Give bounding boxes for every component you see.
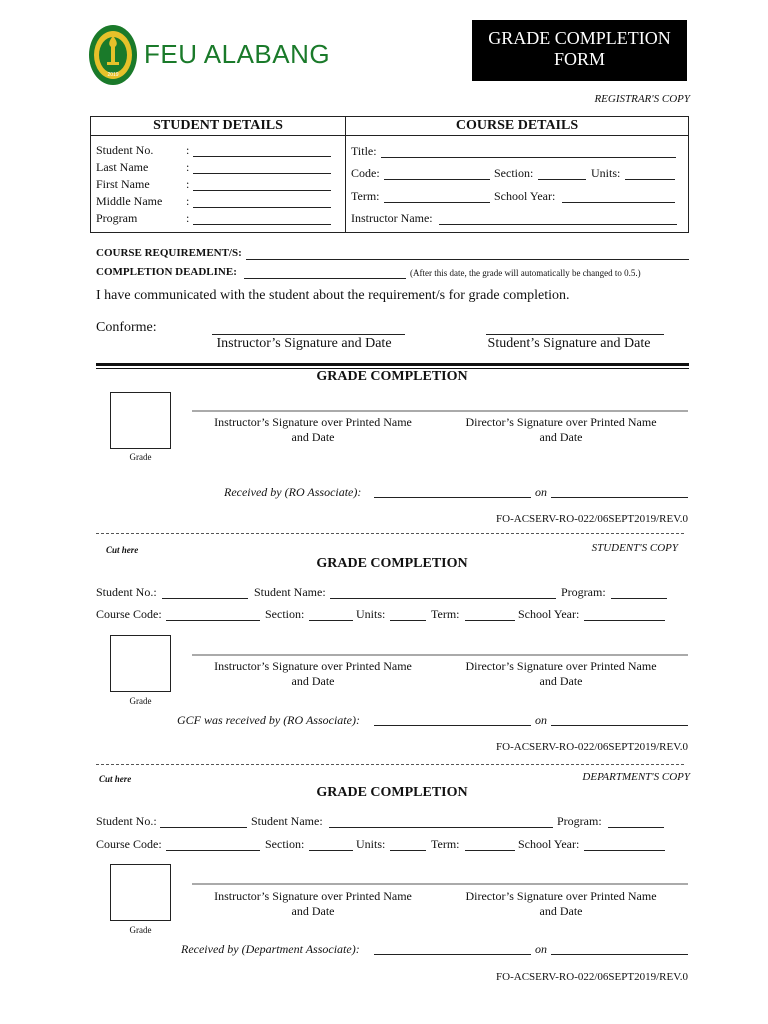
instructor-sig-caption <box>200 415 426 445</box>
term-input-line[interactable] <box>465 850 515 851</box>
units-input-line[interactable] <box>390 850 426 851</box>
grade-completion-title-3: GRADE COMPLETION <box>316 785 468 800</box>
student-name-input-line[interactable] <box>330 598 556 599</box>
caption-line-2: and Date <box>291 674 335 688</box>
field-row <box>96 194 336 211</box>
course-code-label: Course Code: <box>96 607 162 621</box>
program-input-line[interactable] <box>611 598 667 599</box>
field-colon: : <box>186 211 190 225</box>
received-by-input-line[interactable] <box>374 497 531 498</box>
units-input-line[interactable] <box>390 620 426 621</box>
field-colon: : <box>186 177 190 191</box>
received-by-input-line[interactable] <box>374 725 531 726</box>
completion-deadline-label: COMPLETION DEADLINE: <box>96 266 237 278</box>
school-year-label: School Year: <box>494 189 556 203</box>
school-year-input-line[interactable] <box>584 620 665 621</box>
field-label: First Name <box>96 177 150 191</box>
caption-line-1: Director’s Signature over Printed Name <box>465 889 657 903</box>
form-title-line2: FORM <box>553 49 606 69</box>
student-info-row <box>96 814 696 834</box>
student-copy-label: STUDENT'S COPY <box>591 542 678 554</box>
section-input-line[interactable] <box>309 620 353 621</box>
instructor-signature-caption: Instructor’s Signature and Date <box>216 336 392 351</box>
received-by-label: GCF was received by (RO Associate): <box>177 713 360 727</box>
director-sig-caption <box>450 889 672 919</box>
term-label: Term: <box>431 837 460 851</box>
caption-line-1: Director’s Signature over Printed Name <box>465 415 657 429</box>
field-colon: : <box>186 194 190 208</box>
course-details-heading: COURSE DETAILS <box>346 117 689 136</box>
term-input-line[interactable] <box>384 202 490 203</box>
director-sig-caption <box>450 415 672 445</box>
course-fields <box>351 144 681 229</box>
field-input-line[interactable] <box>193 207 331 208</box>
completion-deadline-input-line[interactable] <box>244 278 406 279</box>
student-fields <box>96 143 336 228</box>
field-input-line[interactable] <box>193 173 331 174</box>
field-label: Last Name <box>96 160 149 174</box>
received-by-input-line[interactable] <box>374 954 531 955</box>
school-year-label: School Year: <box>518 607 580 621</box>
caption-line-2: and Date <box>291 430 335 444</box>
form-title-line1: GRADE COMPLETION <box>488 28 671 48</box>
grade-completion-title-1: GRADE COMPLETION <box>316 369 468 384</box>
course-requirement-label: COURSE REQUIREMENT/S: <box>96 247 242 259</box>
grade-completion-title-2: GRADE COMPLETION <box>316 556 468 571</box>
instructor-name-label: Instructor Name: <box>351 211 433 225</box>
field-input-line[interactable] <box>193 224 331 225</box>
field-input-line[interactable] <box>193 156 331 157</box>
brand-name: FEU ALABANG <box>144 39 331 69</box>
conforme-label: Conforme: <box>96 320 157 335</box>
registrar-copy-label: REGISTRAR'S COPY <box>594 93 690 105</box>
form-code: FO-ACSERV-RO-022/06SEPT2019/REV.0 <box>496 741 688 753</box>
received-date-input-line[interactable] <box>551 725 688 726</box>
student-info-row <box>96 585 696 605</box>
caption-line-2: and Date <box>539 674 583 688</box>
field-row <box>96 160 336 177</box>
student-signature-caption: Student’s Signature and Date <box>487 336 651 351</box>
program-label: Program: <box>561 585 606 599</box>
director-sig-caption <box>450 659 672 689</box>
units-label: Units: <box>356 607 386 621</box>
seal-year: 2019 <box>107 72 119 78</box>
section-label: Section: <box>265 837 305 851</box>
code-label: Code: <box>351 166 380 180</box>
signature-rule <box>192 883 688 885</box>
units-input-line[interactable] <box>625 179 675 180</box>
instructor-signature-line[interactable] <box>212 334 405 335</box>
units-label: Units: <box>591 166 621 180</box>
on-label: on <box>535 942 547 956</box>
term-input-line[interactable] <box>465 620 515 621</box>
section-label: Section: <box>265 607 305 621</box>
received-date-input-line[interactable] <box>551 954 688 955</box>
on-label: on <box>535 713 547 727</box>
program-input-line[interactable] <box>608 827 664 828</box>
communicated-statement: I have communicated with the student about the requirement/s for grade completion. <box>96 288 570 303</box>
field-colon: : <box>186 143 190 157</box>
grade-box[interactable] <box>110 392 171 449</box>
form-title-box <box>472 20 687 81</box>
school-year-input-line[interactable] <box>584 850 665 851</box>
caption-line-1: Director’s Signature over Printed Name <box>465 659 657 673</box>
student-signature-line[interactable] <box>486 334 664 335</box>
field-input-line[interactable] <box>193 190 331 191</box>
grade-box[interactable] <box>110 864 171 921</box>
program-label: Program: <box>557 814 602 828</box>
course-code-input-line[interactable] <box>166 620 260 621</box>
field-label: Student No. <box>96 143 154 157</box>
student-no-label: Student No.: <box>96 585 157 599</box>
field-row <box>96 211 336 228</box>
grade-box[interactable] <box>110 635 171 692</box>
student-name-label: Student Name: <box>251 814 323 828</box>
field-colon: : <box>186 160 190 174</box>
student-no-input-line[interactable] <box>162 598 248 599</box>
student-no-label: Student No.: <box>96 814 157 828</box>
school-year-label: School Year: <box>518 837 580 851</box>
form-code: FO-ACSERV-RO-022/06SEPT2019/REV.0 <box>496 513 688 525</box>
student-name-label: Student Name: <box>254 585 326 599</box>
received-date-input-line[interactable] <box>551 497 688 498</box>
department-copy-label: DEPARTMENT'S COPY <box>582 771 690 783</box>
cut-line <box>96 764 684 765</box>
units-label: Units: <box>356 837 386 851</box>
deadline-note: (After this date, the grade will automatically be changed to 0.5.) <box>410 268 641 278</box>
received-by-label: Received by (RO Associate): <box>224 485 362 499</box>
term-label: Term: <box>431 607 460 621</box>
signature-rule <box>192 410 688 412</box>
caption-line-1: Instructor’s Signature over Printed Name <box>214 659 412 673</box>
code-input-line[interactable] <box>384 179 490 180</box>
signature-rule <box>192 654 688 656</box>
section-divider <box>96 363 689 366</box>
received-by-label: Received by (Department Associate): <box>181 942 360 956</box>
course-code-label: Course Code: <box>96 837 162 851</box>
title-label: Title: <box>351 144 377 158</box>
term-label: Term: <box>351 189 380 203</box>
form-code: FO-ACSERV-RO-022/06SEPT2019/REV.0 <box>496 971 688 983</box>
student-no-input-line[interactable] <box>160 827 247 828</box>
school-year-input-line[interactable] <box>562 202 675 203</box>
cut-line <box>96 533 684 534</box>
course-info-row <box>96 607 696 627</box>
course-info-row <box>96 837 696 857</box>
instructor-sig-caption <box>200 659 426 689</box>
caption-line-2: and Date <box>539 904 583 918</box>
course-requirement-input-line[interactable] <box>246 259 689 260</box>
field-label: Middle Name <box>96 194 163 208</box>
on-label: on <box>535 485 547 499</box>
field-row <box>96 177 336 194</box>
caption-line-1: Instructor’s Signature over Printed Name <box>214 415 412 429</box>
section-input-line[interactable] <box>309 850 353 851</box>
section-label: Section: <box>494 166 534 180</box>
cut-here-label: Cut here <box>106 545 139 555</box>
grade-label: Grade <box>129 696 152 706</box>
caption-line-1: Instructor’s Signature over Printed Name <box>214 889 412 903</box>
instructor-name-input-line[interactable] <box>439 224 677 225</box>
student-name-input-line[interactable] <box>329 827 553 828</box>
student-details-heading: STUDENT DETAILS <box>91 117 346 136</box>
cut-here-label: Cut here <box>99 774 132 784</box>
field-label: Program <box>96 211 138 225</box>
field-row <box>96 143 336 160</box>
instructor-sig-caption <box>200 889 426 919</box>
section-input-line[interactable] <box>538 179 586 180</box>
grade-label: Grade <box>129 452 152 462</box>
caption-line-2: and Date <box>539 430 583 444</box>
caption-line-2: and Date <box>291 904 335 918</box>
grade-label: Grade <box>129 925 152 935</box>
title-input-line[interactable] <box>381 157 676 158</box>
course-code-input-line[interactable] <box>166 850 260 851</box>
